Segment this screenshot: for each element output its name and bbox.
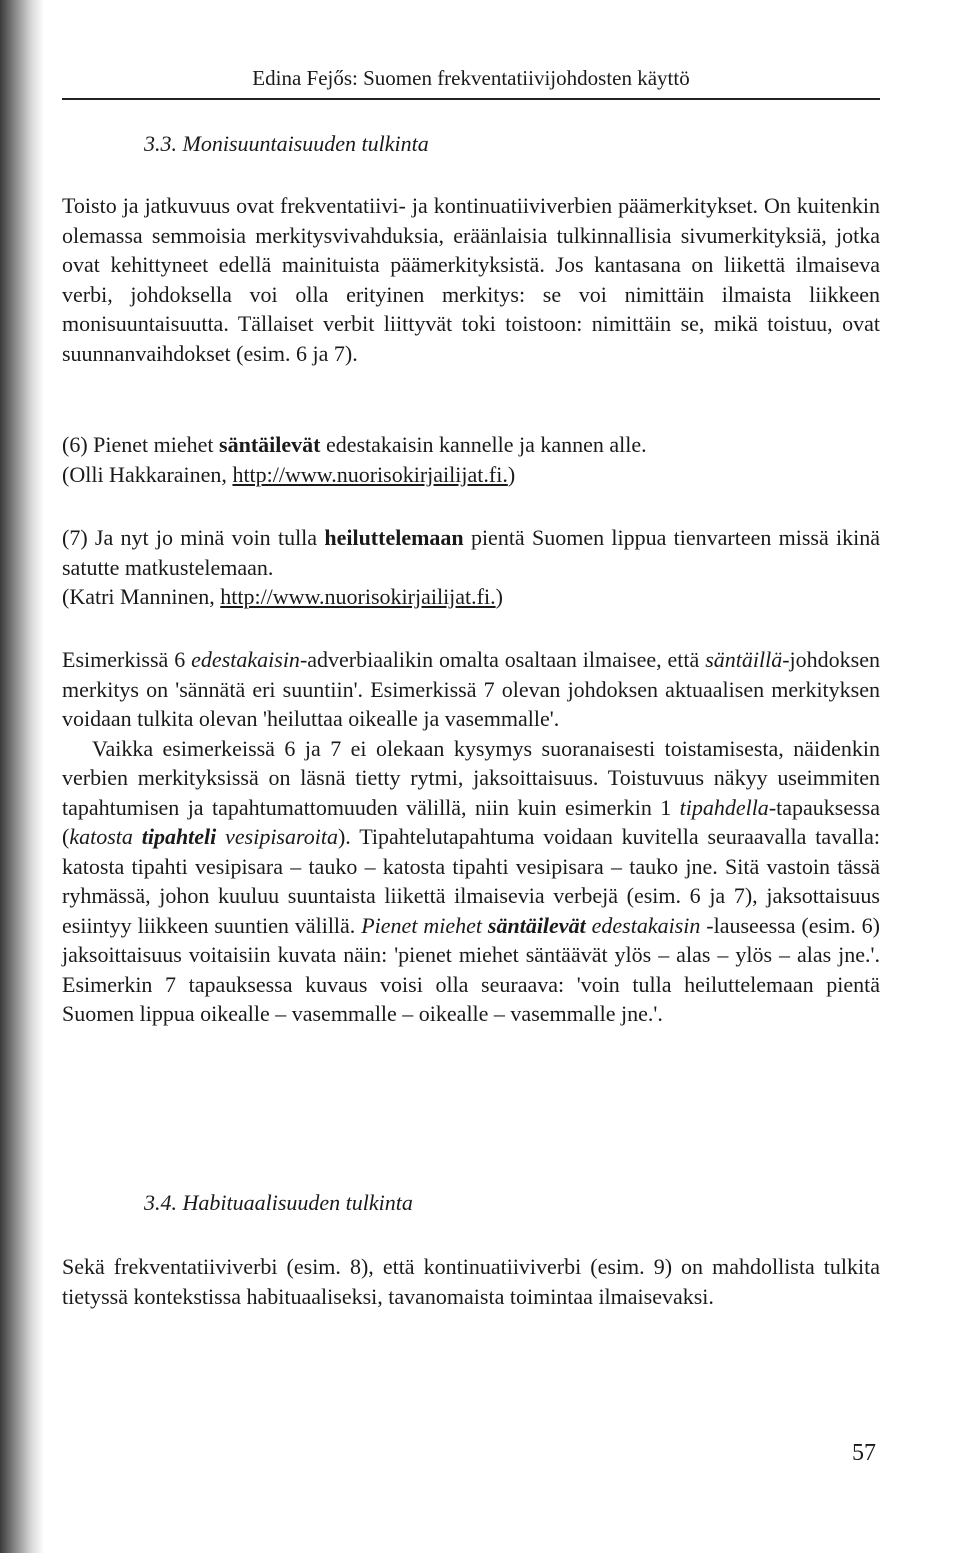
paragraph-examples-interpretation bbox=[62, 645, 880, 1029]
paragraph-intro-text: Toisto ja jatkuvuus ovat frekventatiivi- ja kontinuatiiviverbien päämerkitykset. On kuitenkin olemassa semmoisia merkitysvivahduksia, eräänlaisia tulkinnallisia sivumerkityksiä, jotka ovat kehittyneet edellä mainituista päämerkityksistä. Jos kantasana on liikettä ilmaiseva verbi, johdoksella voi olla erityinen merkitys: se voi nimittäin ilmaista liikkeen monisuuntaisuutta. Tällaiset verbit liittyvät toki toistoon: nimittäin se, mikä toistuu, ovat suunnanvaihdokset (esim. 6 ja 7). bbox=[62, 193, 880, 366]
paragraph-examples-text: Esimerkissä 6 edestakaisin-adverbiaalikin omalta osaltaan ilmaisee, että säntäillä-johdoksen merkitys on 'sännätä eri suuntiin'. Esimerkissä 7 olevan johdoksen aktuaalisen merkityksen voidaan tulkita olevan 'heiluttaa oikealle ja vasemmalle'. bbox=[62, 647, 880, 731]
example-6 bbox=[62, 430, 880, 489]
scan-shadow-edge bbox=[0, 0, 44, 1553]
paragraph-habituality-text: Sekä frekventatiiviverbi (esim. 8), että kontinuatiiviverbi (esim. 9) on mahdollista tulkita tietyssä kontekstissa habituaaliseksi, tavanomaista toimintaa ilmaisevaksi. bbox=[62, 1254, 880, 1309]
example-7-sentence: (7) Ja nyt jo minä voin tulla heiluttelemaan pientä Suomen lippua tienvarteen missä ikinä satutte matkustelemaan. bbox=[62, 525, 881, 580]
example-6-keyword: säntäilevät bbox=[219, 432, 321, 457]
section-heading-3-4: 3.4. Habituaalisuuden tulkinta bbox=[144, 1190, 413, 1215]
running-header: Edina Fejős: Suomen frekventatiivijohdosten käyttö bbox=[252, 66, 690, 90]
example-6-source: (Olli Hakkarainen, http://www.nuorisokirjailijat.fi.) bbox=[62, 461, 516, 487]
page-number: 57 bbox=[852, 1440, 876, 1466]
example-7-source-url: http://www.nuorisokirjailijat.fi. bbox=[220, 584, 496, 609]
paragraph-rhythm-text: Vaikka esimerkeissä 6 ja 7 ei olekaan kysymys suoranaisesti toistamisesta, näidenkin verbien merkityksissä on läsnä tietty rytmi, jaksoittaisuus. Toistuvuus näkyy useimmiten tapahtumisen ja tapahtumattomuuden välillä, niin kuin esimerkin 1 tipahdella-tapauksessa (katosta tipahteli vesipisaroita). Tipahtelutapahtuma voidaan kuvitella seuraavalla tavalla: katosta tipahti vesipisara – tauko – katosta tipahti vesipisara – tauko jne. Sitä vastoin tässä ryhmässä, johon kuuluu suuntaista liikettä ilmaisevia verbejä (esim. 6 ja 7), jaksottaisuus esiintyy liikkeen suuntien välillä. Pienet miehet säntäilevät edestakaisin -lauseessa (esim. 6) jaksoittaisuus voitaisiin kuvata näin: 'pienet miehet säntäävät ylös – alas – ylös – alas jne.'. Esimerkin 7 tapauksessa kuvaus voisi olla seuraava: 'voin tulla heiluttelemaan pientä Suomen lippua oikealle – vasemmalle – oikealle – vasemmalle jne.'. bbox=[62, 735, 881, 1026]
paragraph-intro bbox=[62, 191, 880, 368]
paragraph-habituality bbox=[62, 1252, 880, 1311]
section-heading-3-3: 3.3. Monisuuntaisuuden tulkinta bbox=[144, 131, 429, 156]
example-7-keyword: heiluttelemaan bbox=[324, 525, 464, 550]
example-6-source-url: http://www.nuorisokirjailijat.fi. bbox=[232, 461, 508, 487]
example-6-sentence: (6) Pienet miehet säntäilevät edestakaisin kannelle ja kannen alle. bbox=[62, 432, 647, 457]
example-7 bbox=[62, 523, 880, 612]
example-7-source: (Katri Manninen, http://www.nuorisokirjailijat.fi.) bbox=[62, 584, 503, 609]
header-rule bbox=[62, 98, 880, 100]
